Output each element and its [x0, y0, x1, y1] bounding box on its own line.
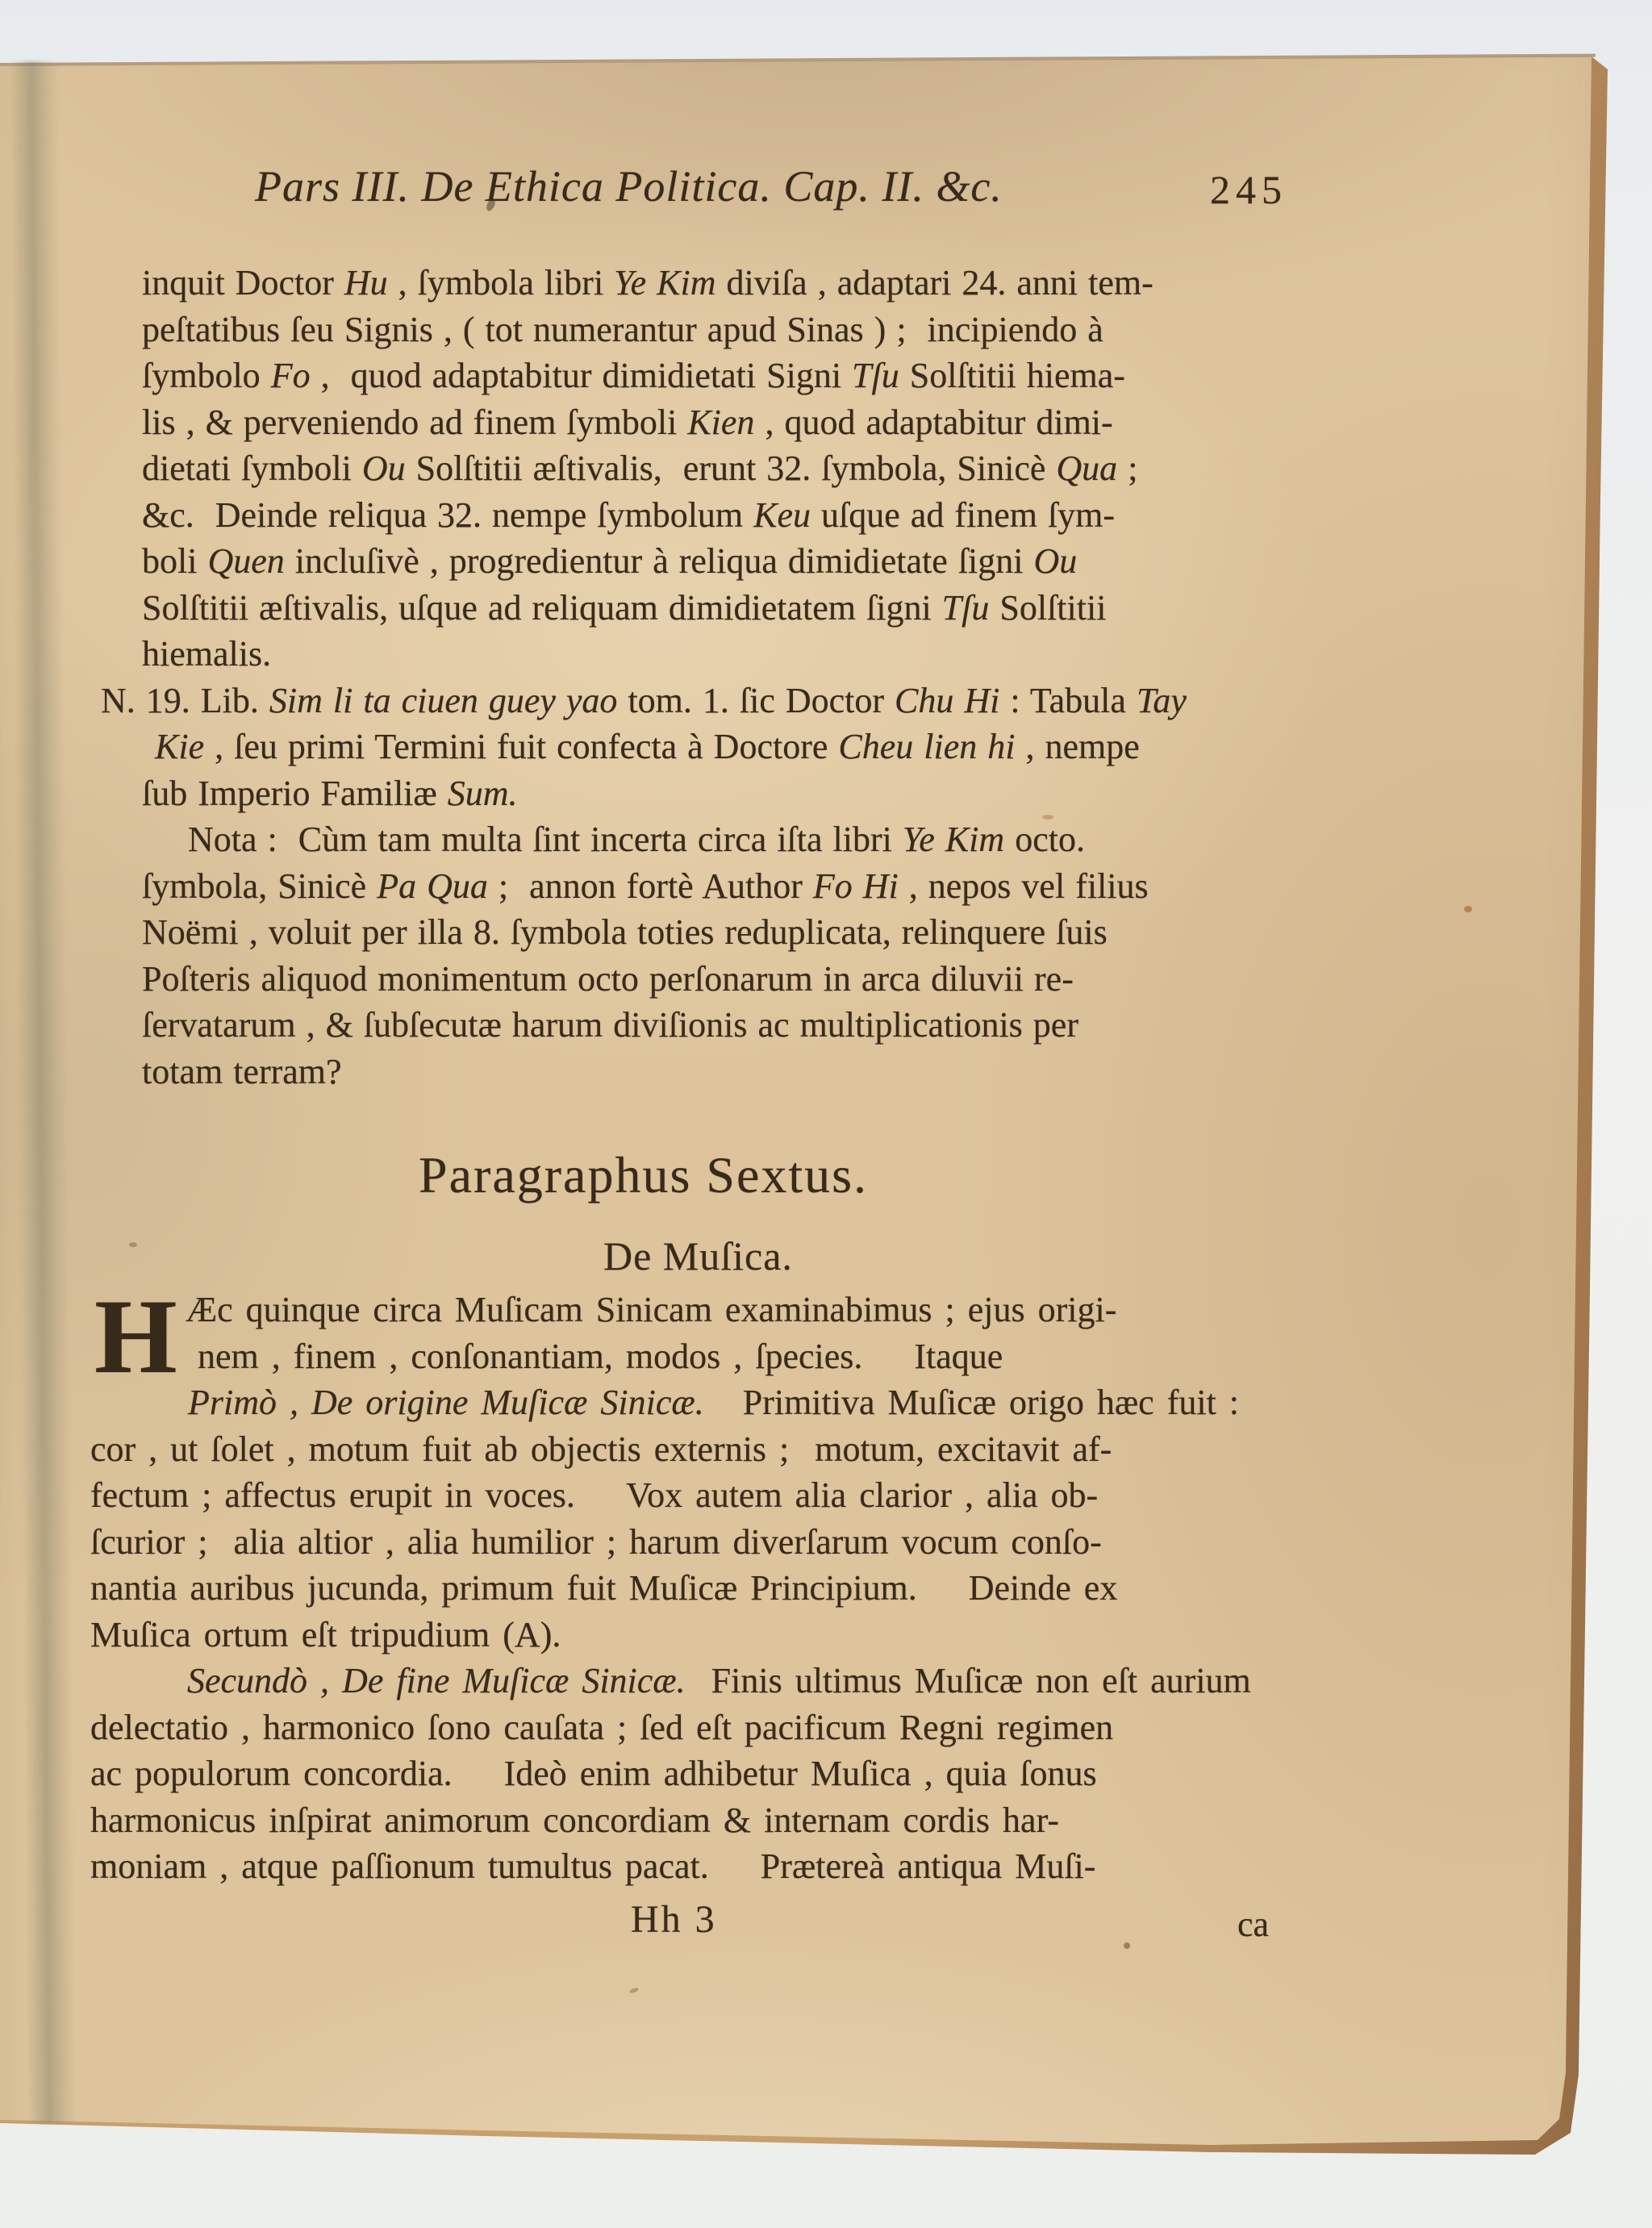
text-run: Solſtitii: [989, 587, 1107, 628]
text-run: ;: [1117, 449, 1138, 488]
text-run: Cheu lien hi: [838, 727, 1016, 766]
text-line: [142, 353, 1187, 399]
text-run: Qua: [1056, 449, 1118, 488]
text-run: Quen: [207, 541, 285, 581]
text-run: peſtatibus ſeu Signis , ( tot numerantur apud Sinas ) ; incipiendo à: [142, 309, 1103, 349]
text-run: harmonicus inſpirat animorum concordiam & internam cordis har-: [90, 1800, 1059, 1840]
text-run: Kien: [687, 402, 755, 442]
text-line: [142, 538, 1187, 585]
text-line: [90, 1333, 1251, 1380]
text-run: octo.: [1004, 820, 1085, 859]
text-run: tom. 1. ſic Doctor: [617, 680, 895, 720]
text-line: [142, 307, 1187, 353]
text-run: Primitiva Muſicæ origo hæc fuit :: [703, 1383, 1240, 1422]
page-number: 245: [1210, 167, 1287, 212]
running-header: Pars III. De Ethica Politica. Cap. II. &c.: [255, 162, 1003, 211]
text-run: nem , finem , conſonantiam, modos , ſpecies. Itaque: [198, 1336, 1003, 1376]
text-run: &c. Deinde reliqua 32. nempe ſymbolum: [142, 494, 754, 535]
text-run: Noëmi , voluit per illa 8. ſymbola toties reduplicata, relinquere ſuis: [142, 912, 1108, 952]
text-run: Tay: [1136, 680, 1187, 720]
lower-text-block: [90, 1277, 1251, 1890]
text-line: [142, 445, 1187, 492]
text-run: Poſteris aliquod monimentum octo perſonarum in arca diluvii re-: [142, 958, 1074, 999]
text-run: Solſtitii hiema-: [899, 356, 1125, 395]
text-run: , quod adaptabitur dimidietati Signi: [310, 356, 853, 395]
paragraph: [101, 678, 1187, 817]
text-line: [142, 492, 1187, 539]
text-line: [90, 1843, 1251, 1890]
text-run: moniam , atque paſſionum tumultus pacat. Prætereà antiqua Muſi-: [90, 1846, 1096, 1886]
text-line: [142, 260, 1187, 307]
text-run: Æc quinque circa Muſicam Sinicam examinabimus ; ejus origi-: [186, 1290, 1117, 1329]
text-run: , nempe: [1015, 727, 1140, 766]
paper-speck: [1464, 906, 1472, 912]
text-run: N. 19. Lib.: [101, 680, 269, 720]
catchword: ca: [1237, 1905, 1270, 1944]
paragraph: [90, 1658, 1251, 1890]
text-line: [90, 1750, 1251, 1797]
text-run: dietati ſymboli: [142, 449, 362, 488]
text-line: [90, 1379, 1251, 1426]
upper-text-block: [101, 260, 1187, 1095]
paragraph: [142, 260, 1187, 678]
text-run: Finis ultimus Muſicæ non eſt aurium: [685, 1661, 1251, 1700]
text-run: totam terram?: [142, 1051, 342, 1091]
text-line: [90, 1612, 1251, 1658]
section-subheading: De Muſica.: [603, 1233, 793, 1279]
text-run: incluſivè , progredientur à reliqua dimidietate ſigni: [284, 541, 1034, 581]
text-line: [90, 1565, 1251, 1612]
text-run: , ſeu primi Termini fuit confecta à Doctore: [204, 727, 839, 766]
text-run: Fo: [270, 356, 311, 395]
text-line: [142, 585, 1187, 632]
paper-speck: [129, 1242, 137, 1247]
quire-signature: Hh 3: [631, 1898, 717, 1941]
text-run: Primò , De origine Muſicæ Sinicæ.: [188, 1383, 704, 1422]
text-run: Sim li ta ciuen guey yao: [269, 680, 618, 720]
text-run: ſub Imperio Familiæ: [142, 773, 448, 813]
section-heading: Paragraphus Sextus.: [419, 1146, 869, 1204]
text-run: Fo Hi: [812, 866, 899, 906]
paper-speck: [1124, 1942, 1130, 1949]
text-run: Sum.: [447, 773, 518, 813]
text-run: Chu Hi: [895, 680, 1000, 720]
text-run: Secundò , De fine Muſicæ Sinicæ.: [187, 1661, 686, 1700]
text-run: , quod adaptabitur dimi-: [754, 402, 1113, 442]
text-line: [142, 399, 1187, 446]
text-run: , ſymbola libri: [387, 263, 615, 302]
text-line: [142, 1002, 1187, 1049]
text-line: [90, 1704, 1251, 1751]
text-line: [142, 770, 1187, 817]
text-run: ſervatarum , & ſubſecutæ harum diviſionis ac multiplicationis per: [142, 1005, 1078, 1045]
text-run: hiemalis.: [142, 634, 272, 674]
text-run: ſcurior ; alia altior , alia humilior ; harum diverſarum vocum conſo-: [90, 1521, 1102, 1562]
text-line: [142, 956, 1187, 1003]
text-line: [90, 1658, 1251, 1704]
text-line: [90, 1519, 1251, 1566]
text-run: Tſu: [941, 587, 990, 628]
text-run: Kie: [155, 727, 205, 766]
paragraph: [90, 1277, 1251, 1658]
text-line: [101, 678, 1187, 724]
text-run: Tſu: [852, 356, 899, 395]
text-run: Muſica ortum eſt tripudium (A).: [90, 1614, 561, 1654]
text-run: ſymbola, Sinicè: [142, 866, 378, 906]
text-run: Ye Kim: [902, 820, 1005, 859]
text-run: , nepos vel filius: [898, 866, 1149, 906]
text-run: diviſa , adaptari 24. anni tem-: [715, 263, 1153, 302]
text-run: Hu: [344, 263, 388, 302]
text-run: Solſtitii æſtivalis, uſque ad reliquam dimidietatem ſigni: [142, 587, 942, 628]
text-run: ; annon fortè Author: [487, 866, 813, 906]
text-line: [90, 1472, 1251, 1519]
text-run: : Tabula: [999, 680, 1137, 720]
text-line: [142, 816, 1187, 863]
text-run: delectatio , harmonico ſono cauſata ; ſed eſt pacificum Regni regimen: [90, 1707, 1114, 1747]
text-line: [142, 863, 1187, 910]
text-line: [142, 724, 1187, 770]
text-line: [142, 909, 1187, 956]
text-line: [142, 1049, 1187, 1095]
text-run: lis , & perveniendo ad finem ſymboli: [142, 402, 688, 442]
text-run: ac populorum concordia. Ideò enim adhibetur Muſica , quia ſonus: [90, 1754, 1097, 1793]
text-line: [90, 1426, 1251, 1473]
text-run: Ou: [1033, 541, 1078, 581]
paragraph: [142, 816, 1187, 1095]
text-run: ſymbolo: [142, 356, 271, 395]
text-run: inquit Doctor: [142, 263, 344, 302]
text-run: nantia auribus jucunda, primum fuit Muſicæ Principium. Deinde ex: [90, 1568, 1118, 1608]
text-run: Solſtitii æſtivalis, erunt 32. ſymbola, Sinicè: [405, 449, 1057, 488]
text-run: Ou: [361, 449, 406, 488]
text-run: boli: [142, 541, 208, 581]
text-line: [142, 631, 1187, 678]
text-run: uſque ad finem ſym-: [811, 494, 1116, 535]
text-run: fectum ; affectus erupit in voces. Vox autem alia clarior , alia ob-: [90, 1475, 1099, 1515]
text-run: Ye Kim: [614, 263, 716, 302]
text-run: Keu: [753, 494, 811, 535]
text-run: cor , ut ſolet , motum fuit ab objectis externis ; motum, excitavit af-: [90, 1429, 1112, 1469]
text-line: [90, 1797, 1251, 1844]
text-run: Nota : Cùm tam multa ſint incerta circa iſta libri: [188, 820, 903, 859]
text-line: [90, 1287, 1251, 1333]
text-run: Pa Qua: [377, 866, 488, 906]
drop-cap-initial: H: [94, 1277, 177, 1396]
